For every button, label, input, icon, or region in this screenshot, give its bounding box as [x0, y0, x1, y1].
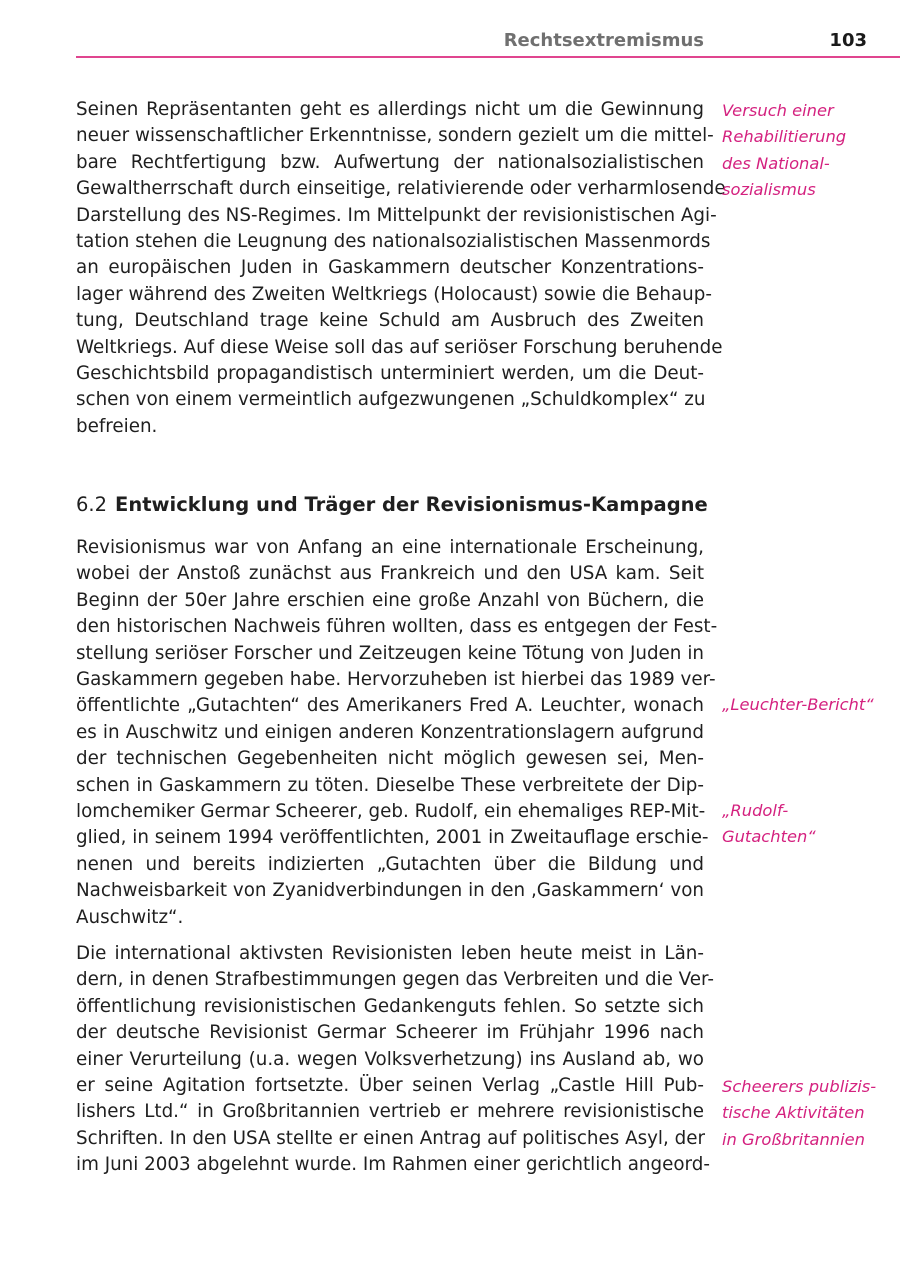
- text-line: Weltkriegs. Auf diese Weise soll das auf seriöser Forschung beruhende: [76, 336, 723, 358]
- body-paragraph-1: [76, 97, 726, 440]
- margin-note-line: Gutachten“: [722, 827, 816, 847]
- margin-note-line: des National-: [722, 153, 830, 173]
- margin-note-leuchter: [722, 692, 900, 718]
- margin-note-line: tische Aktivitäten: [722, 1103, 865, 1123]
- text-line: neuer wissenschaftlicher Erkenntnisse, sondern gezielt um die mittel-: [76, 125, 714, 147]
- body-paragraph-2: [76, 535, 718, 931]
- margin-note-line: Rehabilitierung: [722, 127, 847, 147]
- text-line: dern, in denen Strafbestimmungen gegen das Verbreiten und die Ver-: [76, 969, 714, 991]
- text-line: Auschwitz“.: [76, 906, 184, 928]
- text-line: Geschichtsbild propagandistisch unterminiert werden, um die Deut-: [76, 363, 704, 385]
- text-line: es in Auschwitz und einigen anderen Konzentrationslagern aufgrund: [76, 721, 704, 743]
- header-rule: [76, 56, 900, 58]
- text-line: den historischen Nachweis führen wollten, dass es entgegen der Fest-: [76, 616, 718, 638]
- text-line: lager während des Zweiten Weltkriegs (Holocaust) sowie die Behaup-: [76, 283, 712, 305]
- text-line: der deutsche Revisionist Germar Scheerer im Frühjahr 1996 nach: [76, 1022, 704, 1044]
- text-line: Schriften. In den USA stellte er einen Antrag auf politisches Asyl, der: [76, 1127, 705, 1149]
- text-line: wobei der Anstoß zunächst aus Frankreich und den USA kam. Seit: [76, 563, 704, 585]
- text-line: lishers Ltd.“ in Großbritannien vertrieb er mehrere revisionistische: [76, 1101, 704, 1123]
- section-title: Entwicklung und Träger der Revisionismus-Kampagne: [115, 493, 708, 516]
- text-line: er seine Agitation fortsetzte. Über seinen Verlag „Castle Hill Pub-: [76, 1075, 704, 1097]
- section-number: 6.2: [76, 493, 108, 516]
- text-line: Darstellung des NS-Regimes. Im Mittelpunkt der revisionistischen Agi-: [76, 204, 717, 226]
- text-line: tung, Deutschland trage keine Schuld am Ausbruch des Zweiten: [76, 310, 704, 332]
- text-line: lomchemiker Germar Scheerer, geb. Rudolf, ein ehemaliges REP-Mit-: [76, 801, 706, 823]
- text-line: der technischen Gegebenheiten nicht möglich gewesen sei, Men-: [76, 748, 704, 770]
- text-line: Revisionismus war von Anfang an eine internationale Erscheinung,: [76, 537, 704, 558]
- text-line: tation stehen die Leugnung des nationalsozialistischen Massenmords: [76, 231, 711, 253]
- text-line: Beginn der 50er Jahre erschien eine große Anzahl von Büchern, die: [76, 589, 704, 611]
- text-line: stellung seriöser Forscher und Zeitzeugen keine Tötung von Juden in: [76, 642, 704, 664]
- margin-note-line: sozialismus: [722, 180, 816, 200]
- text-line: Die international aktivsten Revisionisten leben heute meist in Län-: [76, 943, 704, 964]
- margin-note-line: „Leuchter-Bericht“: [722, 695, 874, 714]
- text-line: Gewaltherrschaft durch einseitige, relativierende oder verharmlosende: [76, 178, 726, 200]
- running-head: Rechtsextremismus: [503, 30, 704, 51]
- margin-note-rudolf: [722, 798, 900, 851]
- margin-note-line: Scheerers publizis-: [722, 1077, 877, 1096]
- section-heading: [76, 491, 708, 519]
- page-number: 103: [829, 30, 867, 51]
- text-line: öffentlichung revisionistischen Gedankenguts fehlen. So setzte sich: [76, 995, 704, 1017]
- text-line: nenen und bereits indizierten „Gutachten über die Bildung und: [76, 853, 704, 875]
- text-line: Seinen Repräsentanten geht es allerdings nicht um die Gewinnung: [76, 99, 704, 120]
- text-line: glied, in seinem 1994 veröffentlichten, 2001 in Zweitauflage erschie-: [76, 827, 709, 849]
- text-line: schen in Gaskammern zu töten. Dieselbe These verbreitete der Dip-: [76, 774, 704, 796]
- text-line: bare Rechtfertigung bzw. Aufwertung der nationalsozialistischen: [76, 151, 704, 173]
- text-line: öffentlichte „Gutachten“ des Amerikaners Fred A. Leuchter, wonach: [76, 695, 704, 717]
- text-line: schen von einem vermeintlich aufgezwungenen „Schuldkomplex“ zu: [76, 389, 706, 411]
- margin-note-line: Versuch einer: [722, 101, 834, 120]
- margin-note-line: in Großbritannien: [722, 1129, 865, 1149]
- text-line: im Juni 2003 abgelehnt wurde. Im Rahmen einer gerichtlich angeord-: [76, 1154, 710, 1176]
- margin-note-scheerer: [722, 1074, 900, 1153]
- text-line: befreien.: [76, 415, 158, 437]
- margin-note-line: „Rudolf-: [722, 801, 789, 820]
- text-line: Nachweisbarkeit von Zyanidverbindungen in den ‚Gaskammern‘ von: [76, 880, 704, 902]
- text-line: einer Verurteilung (u.a. wegen Volksverhetzung) ins Ausland ab, wo: [76, 1048, 704, 1070]
- text-line: Gaskammern gegeben habe. Hervorzuheben ist hierbei das 1989 ver-: [76, 669, 716, 691]
- margin-note-rehabilitierung: [722, 98, 900, 204]
- text-line: an europäischen Juden in Gaskammern deutscher Konzentrations-: [76, 257, 704, 279]
- body-paragraph-3: [76, 941, 714, 1179]
